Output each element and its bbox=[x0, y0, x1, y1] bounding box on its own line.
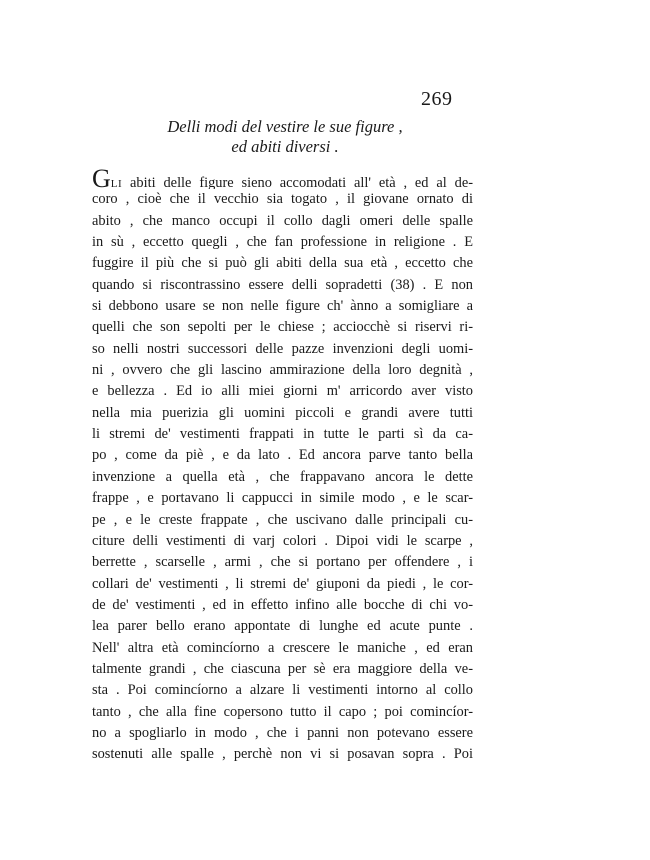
text-line-24: talmente grandi , che ciascuna per sè era maggiore della ve- bbox=[92, 660, 473, 677]
text-line-27: no a spogliarlo in modo , che i panni non potevano essere bbox=[92, 724, 473, 741]
text-line-26: tanto , che alla fine copersono tutto il capo ; poi comincíor- bbox=[92, 703, 473, 720]
text-line-1 bbox=[92, 168, 473, 189]
heading-line-2: ed abiti diversi . bbox=[231, 137, 339, 156]
text-line-8: quelli che son sepolti per le chiese ; acciocchè si riservi ri- bbox=[92, 319, 473, 336]
text-line-6: quando si riscontrassino essere delli sopradetti (38) . E non bbox=[92, 276, 473, 293]
text-line-28: sostenuti alle spalle , perchè non vi si posavan sopra . Poi bbox=[92, 746, 473, 763]
drop-cap: G bbox=[92, 168, 111, 190]
text-line-23: Nell' altra età comincíorno a crescere le maniche , ed eran bbox=[92, 639, 473, 656]
drop-cap-rest: LI bbox=[110, 178, 123, 190]
body-text bbox=[92, 168, 473, 766]
text-line-25: sta . Poi comincíorno a alzare li vestimenti intorno al collo bbox=[92, 682, 473, 699]
text-line-3: abito , che manco occupi il collo dagli omeri delle spalle bbox=[92, 212, 473, 229]
text-line-1-content: abiti delle figure sieno accomodati all' età , ed al de- bbox=[122, 175, 473, 190]
text-line-19: berrette , scarselle , armi , che si portano per offendere , i bbox=[92, 554, 473, 571]
page-number: 269 bbox=[421, 88, 453, 110]
text-line-22: lea parer bello erano appontate di lunghe ed acute punte . bbox=[92, 618, 473, 635]
text-line-7: si debbono usare se non nelle figure ch' ànno a somigliare a bbox=[92, 298, 473, 315]
text-line-17: pe , e le creste frappate , che uscivano dalle principali cu- bbox=[92, 511, 473, 528]
text-line-9: so nelli nostri successori delle pazze invenzioni degli uomi- bbox=[92, 340, 473, 357]
text-line-12: nella mia puerizia gli uomini piccoli e grandi avere tutti bbox=[92, 404, 473, 421]
text-line-18: citure delli vestimenti di varj colori . Dipoi vidi le scarpe , bbox=[92, 532, 473, 549]
text-line-21: de de' vestimenti , ed in effetto infino alle bocche di chi vo- bbox=[92, 596, 473, 613]
heading-line-1: Delli modi del vestire le sue figure , bbox=[167, 117, 403, 136]
text-line-20: collari de' vestimenti , li stremi de' giuponi da piedi , le cor- bbox=[92, 575, 473, 592]
text-line-15: invenzione a quella età , che frappavano ancora le dette bbox=[92, 468, 473, 485]
text-line-16: frappe , e portavano li cappucci in simile modo , e le scar- bbox=[92, 490, 473, 507]
text-line-2: coro , cioè che il vecchio sia togato , il giovane ornato di bbox=[92, 191, 473, 208]
text-line-4: in sù , eccetto quegli , che fan professione in religione . E bbox=[92, 234, 473, 251]
chapter-heading bbox=[100, 117, 470, 157]
text-line-13: li stremi de' vestimenti frappati in tutte le parti sì da ca- bbox=[92, 426, 473, 443]
text-line-14: po , come da piè , e da lato . Ed ancora parve tanto bella bbox=[92, 447, 473, 464]
text-line-11: e bellezza . Ed io alli miei giorni m' arricordo aver visto bbox=[92, 383, 473, 400]
text-line-5: fuggire il più che si può gli abiti della sua età , eccetto che bbox=[92, 255, 473, 272]
text-line-10: ni , ovvero che gli lascino ammirazione della loro degnità , bbox=[92, 362, 473, 379]
